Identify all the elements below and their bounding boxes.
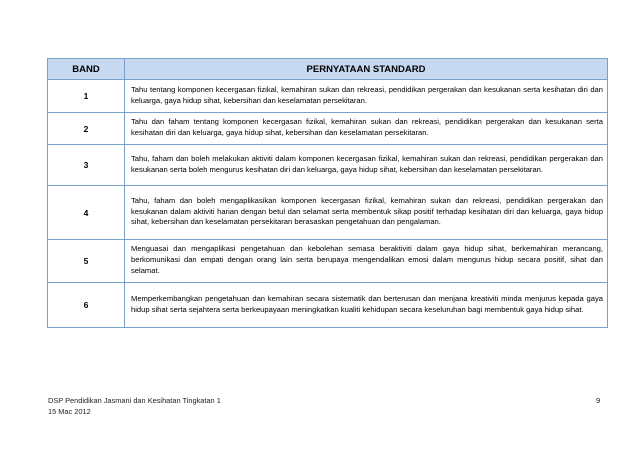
statement-cell: Tahu tentang komponen kecergasan fizikal, kemahiran sukan dan rekreasi, pendidikan pergerakan dan kesukanan serta kesihatan diri dan keluarga, gaya hidup sihat, kebersihan dan keselamatan persekitaran. (125, 80, 608, 113)
footer-document-title: DSP Pendidikan Jasmani dan Kesihatan Tingkatan 1 (48, 396, 221, 405)
table-row (48, 80, 608, 113)
band-cell: 5 (48, 240, 125, 283)
footer-date: 15 Mac 2012 (48, 406, 91, 416)
statement-cell: Tahu, faham dan boleh melakukan aktiviti dalam komponen kecergasan fizikal, kemahiran sukan dan rekreasi, pendidikan pergerakan dan kesukanan serta boleh mengurus kesihatan diri dan keluarga, gaya hidup sihat, kebersihan dan keselamatan persekitaran. (125, 145, 608, 186)
band-cell: 6 (48, 283, 125, 328)
band-column-header: BAND (48, 59, 125, 80)
statement-cell: Tahu dan faham tentang komponen kecergasan fizikal, kemahiran sukan dan rekreasi, pendidikan pergerakan dan kesukanan serta kesihatan diri dan keluarga, gaya hidup sihat, kebersihan dan keselamatan persekitaran. (125, 113, 608, 145)
statement-cell: Menguasai dan mengaplikasi pengetahuan dan kebolehan semasa beraktiviti dalam gaya hidup sihat, berkemahiran merancang, berkomunikasi dan empati dengan orang lain serta berupaya mengendalikan emosi dalam mengurus hidup secara positif, sihat dan selamat. (125, 240, 608, 283)
statement-cell: Tahu, faham dan boleh mengaplikasikan komponen kecergasan fizikal, kemahiran sukan dan rekreasi, pendidikan pergerakan dan kesukanan dalam aktiviti harian dengan betul dan selamat serta membentuk sikap positif terhadap kesihatan diri dan keluarga, gaya hidup sihat, kebersihan dan keselamatan persekitaran berasaskan pengetahuan dan pengalaman. (125, 186, 608, 240)
statement-cell: Memperkembangkan pengetahuan dan kemahiran secara sistematik dan berterusan dan menjana kreativiti minda menjurus kepada gaya hidup sihat serta sejahtera serta berkeupayaan meningkatkan kualiti kehidupan secara keseluruhan bagi membentuk gaya hidup sihat. (125, 283, 608, 328)
table-row (48, 240, 608, 283)
statement-column-header: PERNYATAAN STANDARD (125, 59, 608, 80)
band-cell: 4 (48, 186, 125, 240)
page-number: 9 (596, 396, 601, 405)
band-cell: 3 (48, 145, 125, 186)
band-cell: 1 (48, 80, 125, 113)
table-row (48, 186, 608, 240)
table-row (48, 113, 608, 145)
table-row (48, 283, 608, 328)
table-header-row (48, 59, 608, 80)
table-row (48, 145, 608, 186)
band-cell: 2 (48, 113, 125, 145)
performance-standard-table (47, 58, 608, 328)
page-footer (48, 396, 221, 417)
